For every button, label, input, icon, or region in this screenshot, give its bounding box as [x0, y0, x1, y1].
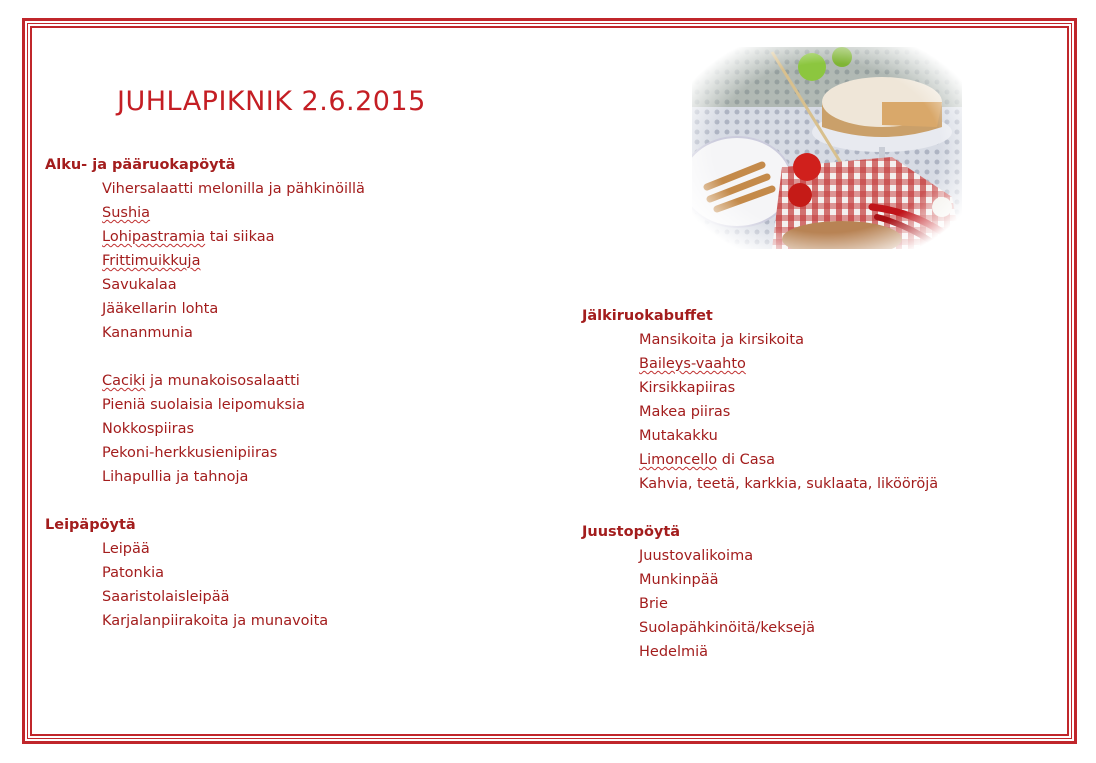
menu-item-text: Mansikoita ja kirsikoita — [639, 332, 804, 348]
menu-item-text: Saaristolaisleipää — [102, 589, 230, 605]
menu-item — [582, 400, 938, 424]
menu-item-text: Pekoni-herkkusienipiiras — [102, 445, 278, 461]
menu-item-text: Kirsikkapiiras — [639, 380, 736, 396]
menu-item-text: di Casa — [717, 452, 776, 468]
spellcheck-flagged-word: Baileys-vaahto — [639, 356, 746, 372]
spellcheck-flagged-word: Caciki — [102, 373, 146, 389]
menu-item-text: Vihersalaatti melonilla ja pähkinöillä — [102, 181, 365, 197]
spellcheck-flagged-word: Lohipastramia — [102, 229, 206, 245]
menu-item-text: Pieniä suolaisia leipomuksia — [102, 397, 305, 413]
menu-item-text: Jääkellarin lohta — [102, 301, 219, 317]
menu-item — [45, 417, 365, 441]
menu-item — [582, 352, 938, 376]
menu-item — [45, 537, 365, 561]
menu-item — [45, 273, 365, 297]
picnic-food-photo — [692, 47, 962, 249]
menu-item — [45, 585, 365, 609]
menu-item — [45, 609, 365, 633]
menu-item-text: Mutakakku — [639, 428, 718, 444]
menu-item — [45, 441, 365, 465]
menu-item — [45, 177, 365, 201]
menu-item-text: Brie — [639, 596, 668, 612]
section-heading: Alku- ja pääruokapöytä — [45, 157, 236, 173]
menu-item-text: Munkinpää — [639, 572, 719, 588]
menu-item — [582, 640, 938, 664]
spellcheck-flagged-word: Limoncello — [639, 452, 718, 468]
menu-item — [45, 201, 365, 225]
menu-item — [582, 328, 938, 352]
section-heading: Juustopöytä — [582, 524, 681, 540]
menu-item-text: Juustovalikoima — [639, 548, 754, 564]
menu-item-text: Savukalaa — [102, 277, 177, 293]
menu-item — [45, 297, 365, 321]
menu-item — [45, 369, 365, 393]
menu-item — [45, 561, 365, 585]
menu-item-text: Lihapullia ja tahnoja — [102, 469, 249, 485]
menu-item — [45, 393, 365, 417]
spellcheck-flagged-word: Frittimuikkuja — [102, 253, 201, 269]
menu-item — [582, 544, 938, 568]
menu-item-text: Karjalanpiirakoita ja munavoita — [102, 613, 329, 629]
section-heading: Jälkiruokabuffet — [582, 308, 713, 324]
menu-item — [45, 465, 365, 489]
spellcheck-flagged-word: Sushia — [102, 205, 151, 221]
menu-item — [582, 376, 938, 400]
right-menu-column — [582, 304, 938, 664]
menu-item — [45, 225, 365, 249]
menu-item — [582, 616, 938, 640]
menu-item — [582, 472, 938, 496]
menu-item-text: Nokkospiiras — [102, 421, 195, 437]
menu-item-text: tai siikaa — [205, 229, 275, 245]
menu-item-text: Kananmunia — [102, 325, 193, 341]
menu-item — [582, 568, 938, 592]
left-menu-column — [45, 153, 365, 633]
menu-item-text: Kahvia, teetä, karkkia, suklaata, likööröjä — [639, 476, 939, 492]
menu-item — [45, 249, 365, 273]
menu-item-text: Makea piiras — [639, 404, 731, 420]
menu-item — [582, 592, 938, 616]
menu-item-text: Hedelmiä — [639, 644, 709, 660]
menu-item-text: ja munakoisosalaatti — [145, 373, 300, 389]
menu-item-text: Leipää — [102, 541, 150, 557]
section-heading: Leipäpöytä — [45, 517, 136, 533]
menu-item — [582, 448, 938, 472]
menu-item — [582, 424, 938, 448]
page-title: JUHLAPIKNIK 2.6.2015 — [117, 86, 426, 117]
menu-item-text: Patonkia — [102, 565, 165, 581]
menu-item-text: Suolapähkinöitä/keksejä — [639, 620, 816, 636]
menu-item — [45, 321, 365, 345]
